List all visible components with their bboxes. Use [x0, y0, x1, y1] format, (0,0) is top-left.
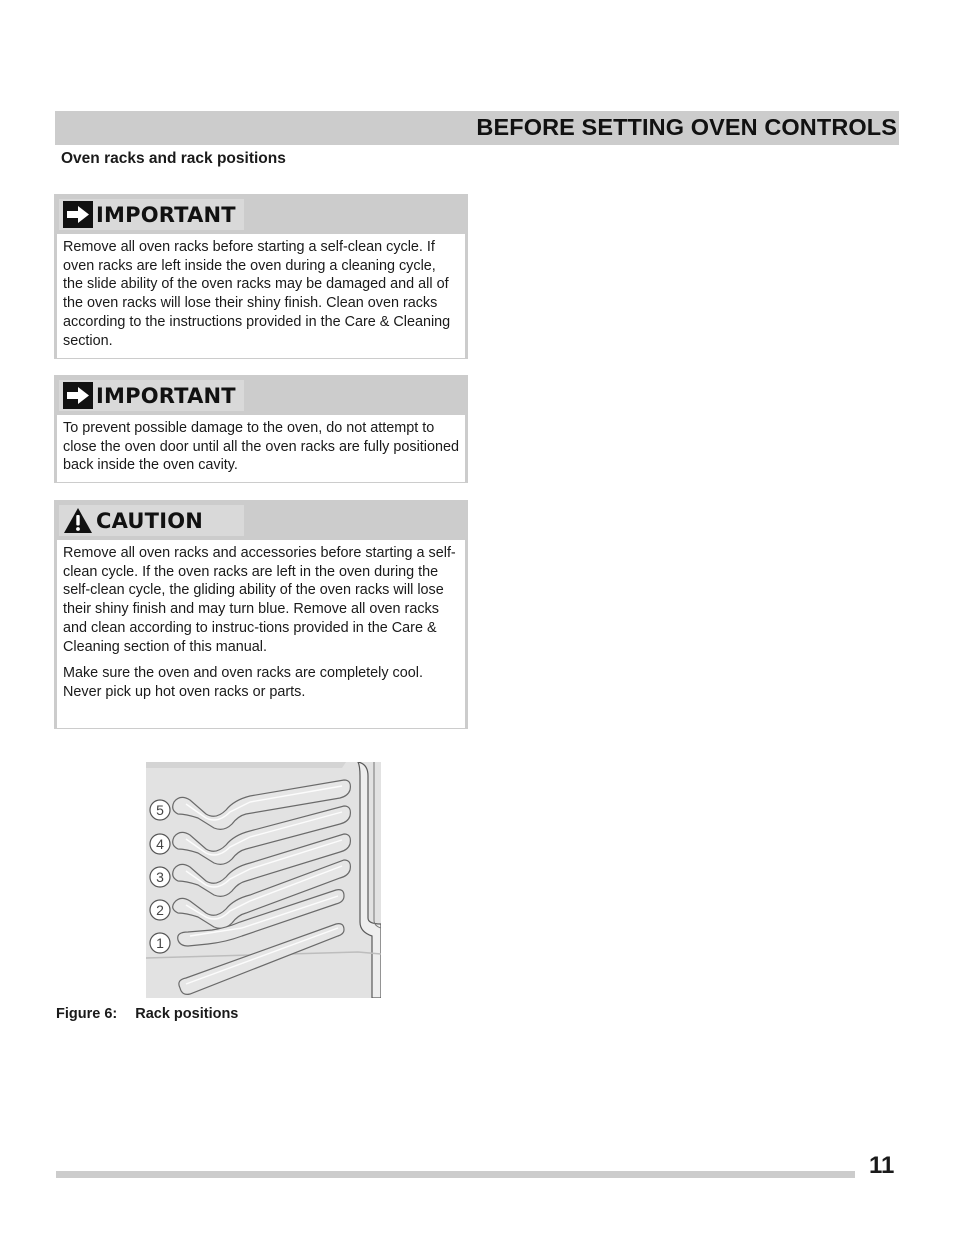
caution-notice: [54, 500, 468, 729]
rack-position-1: 1: [156, 935, 164, 951]
notice-header: [57, 378, 465, 415]
arrow-right-icon: [63, 201, 93, 228]
notice-label: CAUTION: [96, 509, 204, 533]
notice-label: IMPORTANT: [96, 203, 236, 227]
notice-body: [57, 540, 465, 728]
figure-number: Figure 6:: [56, 1006, 118, 1022]
page-number: 11: [869, 1152, 895, 1179]
important-notice-1: [54, 194, 468, 359]
page-title: BEFORE SETTING OVEN CONTROLS: [476, 114, 897, 140]
warning-triangle-icon: [63, 507, 93, 534]
notice-header: [57, 503, 465, 540]
figure-caption: [56, 1006, 238, 1022]
rack-position-5: 5: [156, 802, 164, 818]
rack-position-3: 3: [156, 869, 164, 885]
notice-header: [57, 197, 465, 234]
notice-body: [57, 415, 465, 482]
footer-bar: [56, 1171, 855, 1178]
section-heading: Oven racks and rack positions: [61, 150, 286, 167]
notice-text: Make sure the oven and oven racks are completely cool. Never pick up hot oven racks or parts.: [63, 665, 423, 700]
important-notice-2: [54, 375, 468, 483]
notice-label: IMPORTANT: [96, 384, 236, 408]
notice-text: Remove all oven racks before starting a self-clean cycle. If oven racks are left inside the oven during a cleaning cycle, the slide ability of the oven racks may be damaged and all of the oven racks will lose their shiny finish. Clean oven racks according to the instructions provided in the Care & Cleaning section.: [63, 239, 451, 349]
notice-text: To prevent possible damage to the oven, do not attempt to close the oven door until all the oven racks are fully positioned back inside the oven cavity.: [63, 420, 459, 474]
notice-text: Remove all oven racks and accessories before starting a self-clean cycle. If the oven racks are left in the oven during the self-clean cycle, the gliding ability of the oven racks will lose their shiny finish and may turn blue. Remove all oven racks and clean according to instruc-tions provided in the Care & Cleaning section of this manual.: [63, 545, 456, 655]
notice-body: [57, 234, 465, 358]
rack-position-4: 4: [156, 836, 164, 852]
rack-positions-illustration: [146, 762, 381, 998]
rack-position-2: 2: [156, 902, 164, 918]
figure-title: Rack positions: [135, 1006, 239, 1022]
header-bar: [55, 111, 899, 145]
arrow-right-icon: [63, 382, 93, 409]
